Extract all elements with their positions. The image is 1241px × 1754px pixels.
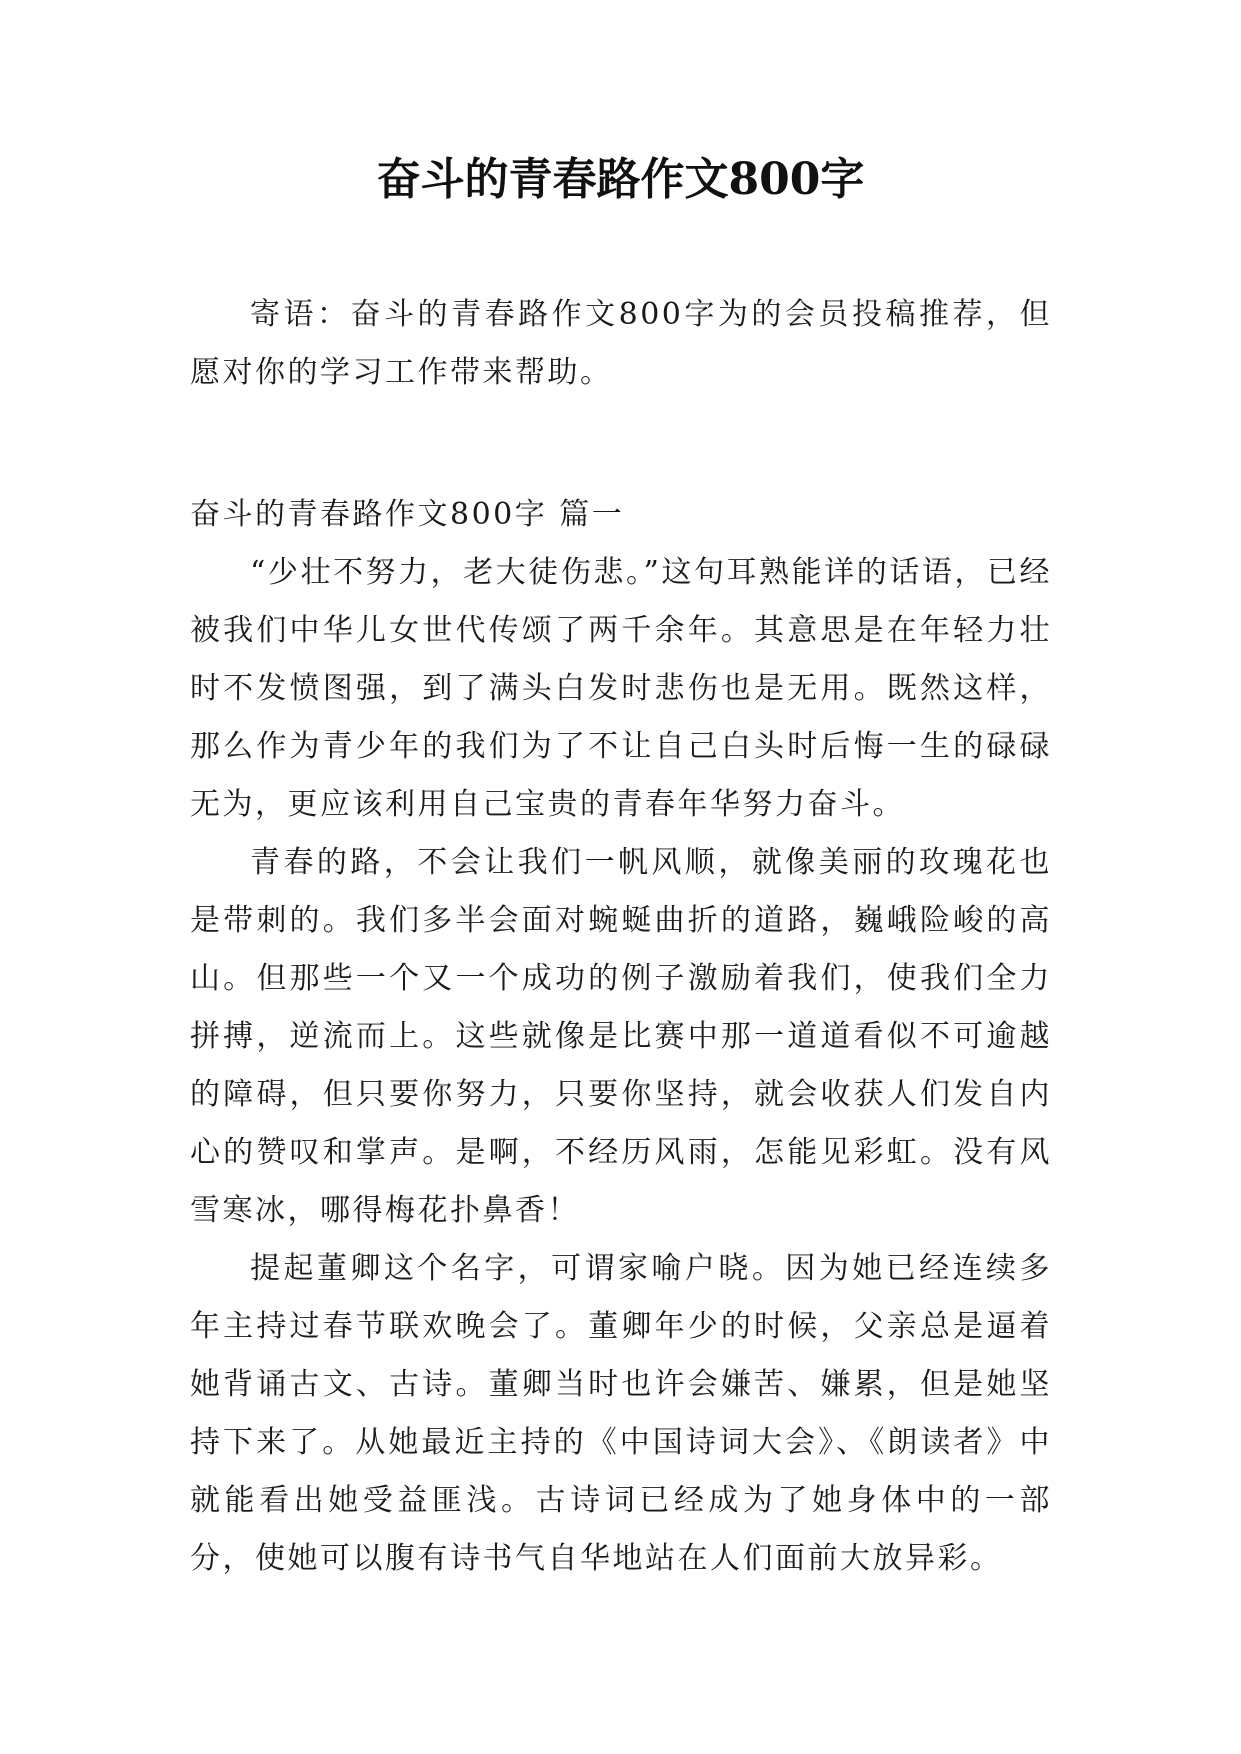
body-paragraph-2: 青春的路，不会让我们一帆风顺，就像美丽的玫瑰花也是带刺的。我们多半会面对蜿蜒曲折的道路，巍峨险峻的高山。但那些一个又一个成功的例子激励着我们，使我们全力拼搏，逆流而上。这些就像是比赛中那一道道看似不可逾越的障碍，但只要你努力，只要你坚持，就会收获人们发自内心的赞叹和掌声。是啊，不经历风雨，怎能见彩虹。没有风雪寒冰，哪得梅花扑鼻香！ [190, 845, 1052, 1228]
preface-paragraph: 寄语：奋斗的青春路作文800字为的会员投稿推荐，但愿对你的学习工作带来帮助。 [190, 297, 1052, 390]
body-paragraph-3: 提起董卿这个名字，可谓家喻户晓。因为她已经连续多年主持过春节联欢晚会了。董卿年少的时候，父亲总是逼着她背诵古文、古诗。董卿当时也许会嫌苦、嫌累，但是她坚持下来了。从她最近主持的《中国诗词大会》、《朗读者》中就能看出她受益匪浅。古诗词已经成为了她身体中的一部分，使她可以腹有诗书气自华地站在人们面前大放异彩。 [190, 1251, 1052, 1576]
document-body [190, 286, 1052, 1588]
section-heading: 奋斗的青春路作文800字 篇一 [190, 497, 625, 532]
body-paragraph-1: “少壮不努力，老大徒伤悲。”这句耳熟能详的话语，已经被我们中华儿女世代传颂了两千余年。其意思是在年轻力壮时不发愤图强，到了满头白发时悲伤也是无用。既然这样，那么作为青少年的我们为了不让自己白头时后悔一生的碌碌无为，更应该利用自己宝贵的青春年华努力奋斗。 [190, 555, 1052, 822]
document-title: 奋斗的青春路作文800字 [376, 154, 865, 205]
